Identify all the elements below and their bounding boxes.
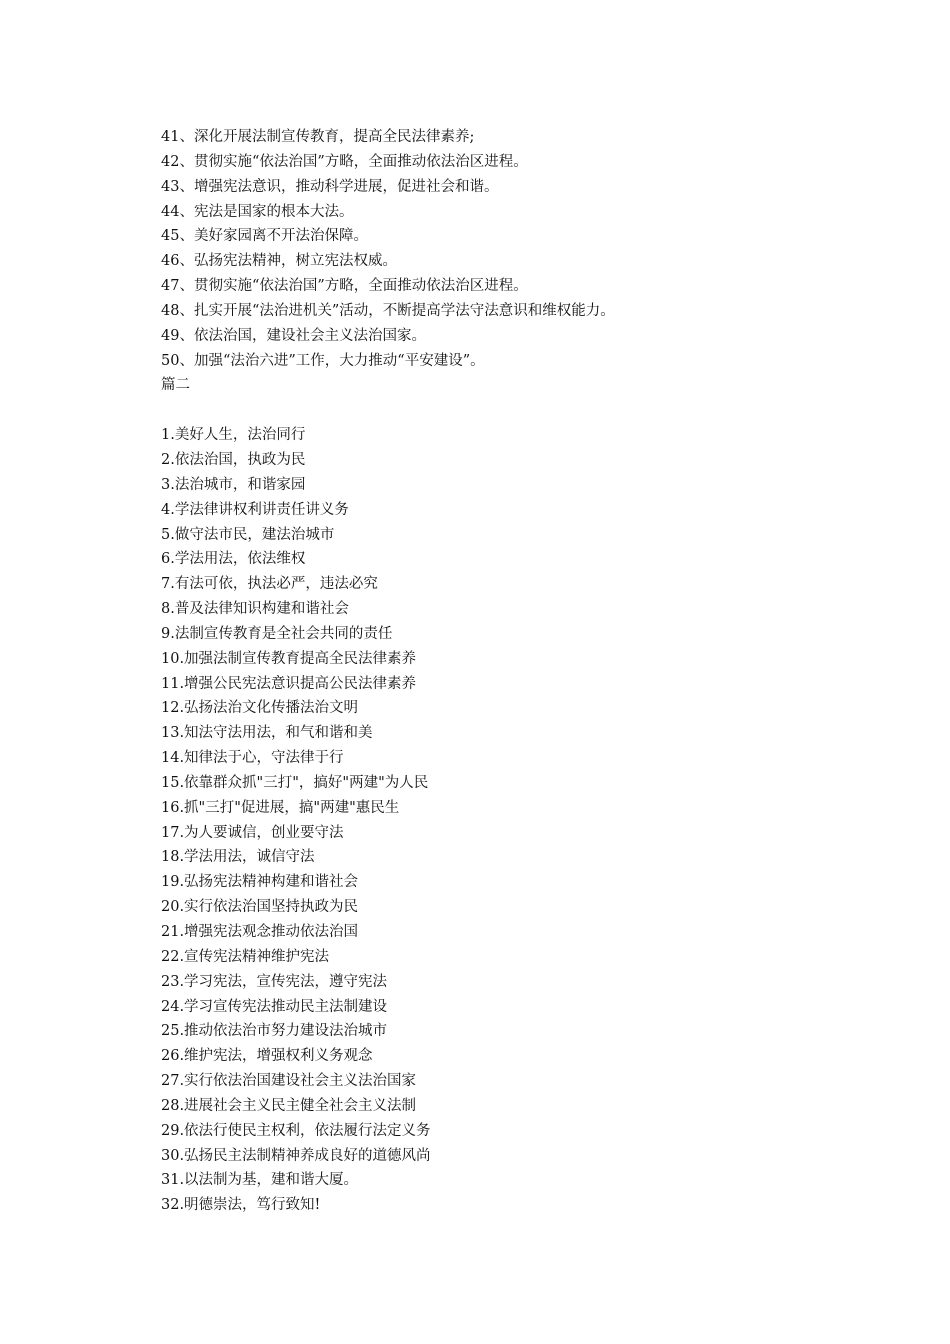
list-item: 26.维护宪法，增强权利义务观念 [161,1048,373,1065]
list-item: 23.学习宪法，宣传宪法，遵守宪法 [161,973,388,990]
list-item: 47、贯彻实施“依法治国”方略，全面推动依法治区进程。 [161,278,528,295]
list-item: 49、依法治国，建设社会主义法治国家。 [161,327,426,344]
list-item: 24.学习宣传宪法推动民主法制建设 [161,998,388,1015]
list-item: 11.增强公民宪法意识提高公民法律素养 [161,675,417,692]
slogan-list-section-two [161,423,881,1218]
document-body [161,125,881,1218]
list-item: 30.弘扬民主法制精神养成良好的道德风尚 [161,1147,431,1164]
list-item: 45、美好家园离不开法治保障。 [161,228,368,245]
list-item: 14.知律法于心，守法律于行 [161,750,344,767]
list-item: 42、贯彻实施“依法治国”方略，全面推动依法治区进程。 [161,153,528,170]
list-item: 50、加强“法治六进”工作，大力推动“平安建设”。 [161,352,485,369]
list-item: 44、宪法是国家的根本大法。 [161,203,354,220]
list-item: 13.知法守法用法，和气和谐和美 [161,725,373,742]
list-item: 15.依靠群众抓"三打"，搞好"两建"为人民 [161,774,429,791]
list-item: 25.推动依法治市努力建设法治城市 [161,1023,388,1040]
section-heading: 篇二 [161,377,190,394]
list-item: 12.弘扬法治文化传播法治文明 [161,700,359,717]
list-item: 21.增强宪法观念推动依法治国 [161,924,359,940]
list-item: 29.依法行使民主权利，依法履行法定义务 [161,1122,431,1139]
list-item: 28.进展社会主义民主健全社会主义法制 [161,1097,417,1114]
list-item: 31.以法制为基，建和谐大厦。 [161,1172,359,1189]
list-item: 4.学法律讲权利讲责任讲义务 [161,501,349,518]
list-item: 8.普及法律知识构建和谐社会 [161,601,349,618]
list-item: 22.宣传宪法精神维护宪法 [161,948,330,965]
slogan-list-section-one [161,125,881,373]
list-item: 32.明德崇法，笃行致知! [161,1197,321,1214]
list-item: 1.美好人生，法治同行 [161,427,306,444]
list-item: 20.实行依法治国坚持执政为民 [161,899,359,916]
list-item: 19.弘扬宪法精神构建和谐社会 [161,874,359,891]
list-item: 17.为人要诚信，创业要守法 [161,824,344,841]
list-item: 16.抓"三打"促进展，搞"两建"惠民生 [161,799,400,816]
list-item: 6.学法用法，依法维权 [161,551,306,568]
blank-line [161,398,881,423]
list-item: 27.实行依法治国建设社会主义法治国家 [161,1073,417,1090]
list-item: 2.依法治国，执政为民 [161,451,306,468]
list-item: 48、扎实开展“法治进机关”活动，不断提高学法守法意识和维权能力。 [161,302,615,319]
list-item: 41、深化开展法制宣传教育，提高全民法律素养; [161,129,475,145]
list-item: 10.加强法制宣传教育提高全民法律素养 [161,650,417,667]
list-item: 46、弘扬宪法精神，树立宪法权威。 [161,253,397,270]
list-item: 7.有法可依，执法必严，违法必究 [161,576,378,593]
list-item: 18.学法用法，诚信守法 [161,849,315,866]
list-item: 43、增强宪法意识，推动科学进展，促进社会和谐。 [161,178,499,195]
list-item: 5.做守法市民，建法治城市 [161,526,335,543]
list-item: 9.法制宣传教育是全社会共同的责任 [161,625,393,642]
list-item: 3.法治城市，和谐家园 [161,476,306,493]
